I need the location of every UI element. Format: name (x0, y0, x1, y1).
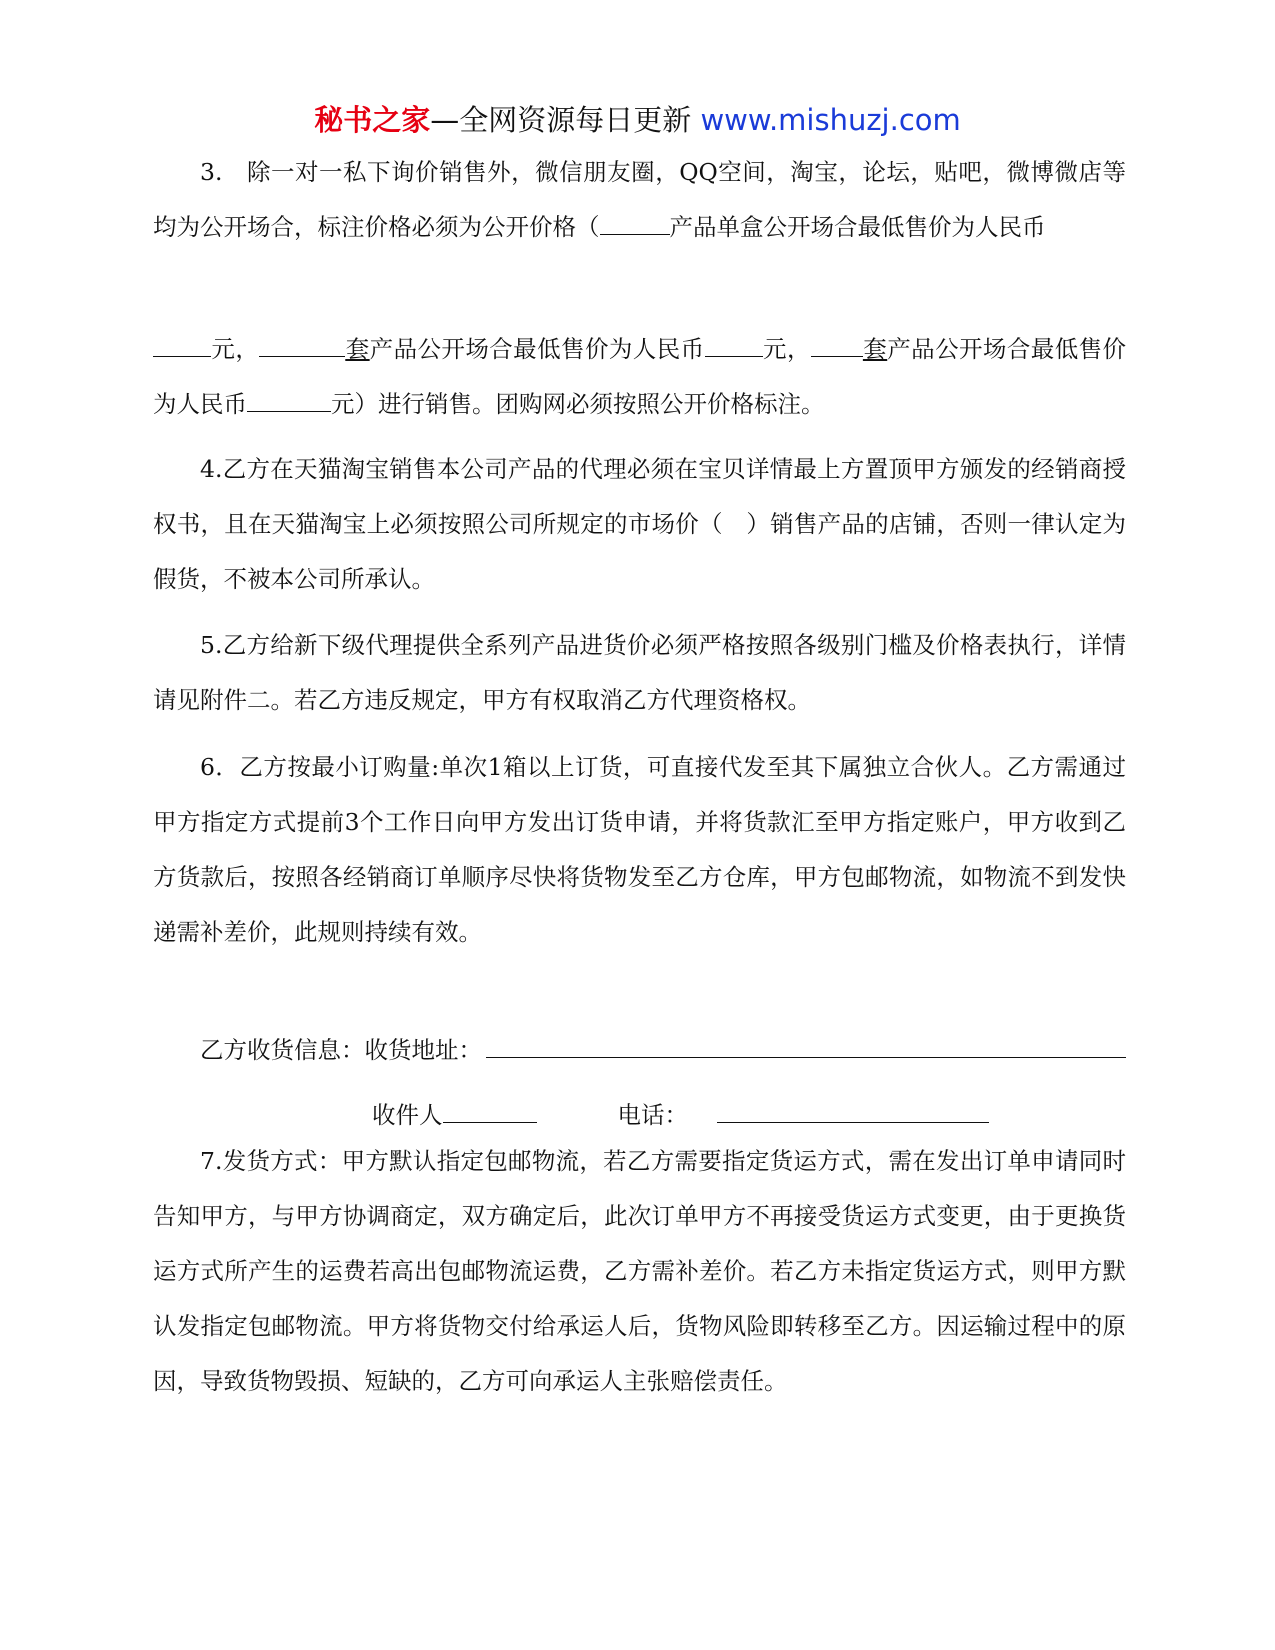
clause-3-continued (153, 322, 1126, 432)
clause-6 (153, 740, 1126, 960)
clause-4-text: 4.乙方在天猫淘宝销售本公司产品的代理必须在宝贝详情最上方置顶甲方颁发的经销商授权书，且在天猫淘宝上必须按照公司所规定的市场价（ ）销售产品的店铺，否则一律认定为假货，不被本公司所承认。 (153, 455, 1126, 593)
brand-name: 秘书之家 (314, 103, 431, 137)
phone-field[interactable] (717, 1100, 989, 1123)
clause-3 (153, 145, 1126, 255)
site-header (0, 100, 1275, 140)
blank-field (153, 334, 211, 357)
clause-3-text: 3. 除一对一私下询价销售外，微信朋友圈，QQ空间，淘宝，论坛，贴吧，微博微店等均为公开场合，标注价格必须为公开价格（ 产品单盒公开场合最低售价为人民币 (153, 158, 1126, 241)
blank-field (247, 389, 331, 412)
receiving-address-row (200, 1030, 1126, 1070)
blank-field (259, 334, 345, 357)
clause-3-prices: 元， 套产品公开场合最低售价为人民币 元， 套产品公开场合最低售价为人民币 元）进行销售。团购网必须按照公开价格标注。 (153, 335, 1127, 418)
recipient-label: 收件人 (372, 1101, 443, 1129)
clause-4 (153, 442, 1126, 607)
header-tagline: —全网资源每日更新 (430, 103, 692, 137)
receiving-address-label: 乙方收货信息：收货地址： (200, 1036, 482, 1064)
recipient-contact-row (372, 1095, 1012, 1135)
clause-5 (153, 618, 1126, 728)
clause-6-text: 6．乙方按最小订购量:单次1箱以上订货，可直接代发至其下属独立合伙人。乙方需通过甲方指定方式提前3个工作日向甲方发出订货申请，并将货款汇至甲方指定账户，甲方收到乙方货款后，按照各经销商订单顺序尽快将货物发至乙方仓库，甲方包邮物流，如物流不到发快递需补差价，此规则持续有效。 (153, 753, 1126, 946)
blank-field (811, 334, 863, 357)
phone-label: 电话： (617, 1101, 688, 1129)
site-url-link[interactable]: www.mishuzj.com (700, 103, 961, 137)
clause-7-text: 7.发货方式：甲方默认指定包邮物流，若乙方需要指定货运方式，需在发出订单申请同时告知甲方，与甲方协调商定，双方确定后，此次订单甲方不再接受货运方式变更，由于更换货运方式所产生的运费若高出包邮物流运费，乙方需补差价。若乙方未指定货运方式，则甲方默认发指定包邮物流。甲方将货物交付给承运人后，货物风险即转移至乙方。因运输过程中的原因，导致货物毁损、短缺的，乙方可向承运人主张赔偿责任。 (153, 1147, 1126, 1395)
receiving-address-field[interactable] (486, 1033, 1126, 1058)
recipient-field[interactable] (443, 1100, 537, 1123)
blank-field (600, 212, 670, 235)
clause-7 (153, 1134, 1126, 1409)
blank-field (705, 334, 763, 357)
clause-5-text: 5.乙方给新下级代理提供全系列产品进货价必须严格按照各级别门槛及价格表执行，详情请见附件二。若乙方违反规定，甲方有权取消乙方代理资格权。 (153, 631, 1126, 714)
